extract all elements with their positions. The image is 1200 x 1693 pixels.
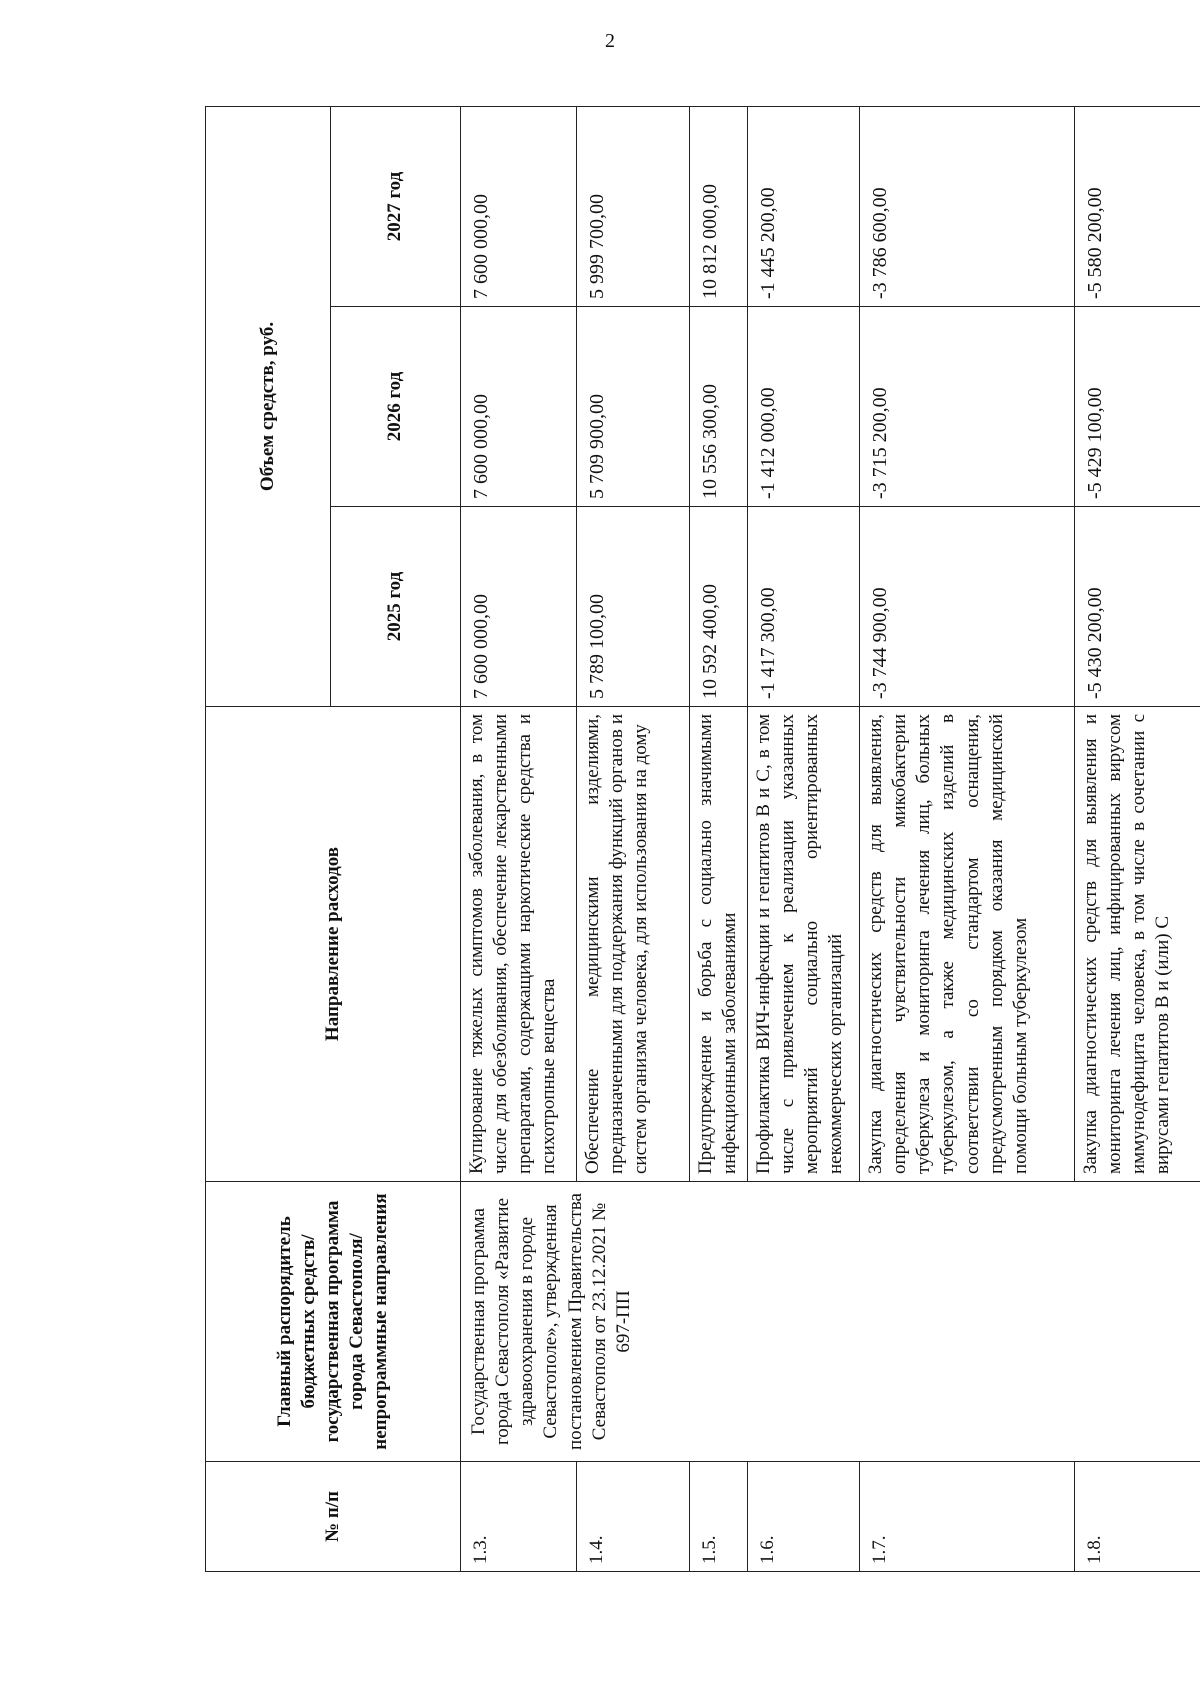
header-num: № п/п (206, 1462, 461, 1572)
row-value-2027: 7 600 000,00 (461, 106, 577, 306)
row-num: 1.4. (577, 1462, 690, 1572)
row-value-2027: -1 445 200,00 (748, 106, 860, 306)
row-direction: Закупка диагностических средств для выявления, определения чувствительности микобактерии туберкулеза и мониторинга лечения лиц, больных туберкулезом, а также медицинских изделий в соответствии со стандартом оснащения, предусмотренным порядком оказания медицинской помощи больным туберкулезом (860, 707, 1075, 1182)
header-2027: 2027 год (331, 106, 461, 306)
row-value-2026: -5 429 100,00 (1075, 307, 1200, 507)
row-direction: Предупреждение и борьба с социально значимыми инфекционными заболеваниями (690, 707, 748, 1182)
page-number: 2 (605, 30, 615, 52)
row-value-2025: 7 600 000,00 (461, 507, 577, 707)
header-2026: 2026 год (331, 307, 461, 507)
row-value-2025: -3 744 900,00 (860, 507, 1075, 707)
table-row (461, 106, 577, 1571)
row-num: 1.3. (461, 1462, 577, 1572)
rotated-table-container (205, 107, 1174, 1572)
row-direction: Профилактика ВИЧ-инфекции и гепатитов В и С, в том числе с привлечением к реализации указанных мероприятий социально ориентированных некоммерческих организаций (748, 707, 860, 1182)
row-value-2025: 5 789 100,00 (577, 507, 690, 707)
row-value-2026: -3 715 200,00 (860, 307, 1075, 507)
row-direction: Купирование тяжелых симптомов заболевания, в том числе для обезболивания, обеспечение лекарственными препаратами, содержащими наркотические средства и психотропные вещества (461, 707, 577, 1182)
row-value-2027: -5 580 200,00 (1075, 106, 1200, 306)
row-direction: Закупка диагностических средств для выявления и мониторинга лечения лиц, инфицированных вирусом иммунодефицита человека, в том числе в сочетании с вирусами гепатитов В и (или) С (1075, 707, 1200, 1182)
row-num: 1.7. (860, 1462, 1075, 1572)
header-direction: Направление расходов (206, 707, 461, 1182)
row-value-2027: 10 812 000,00 (690, 106, 748, 306)
header-volume: Объем средств, руб. (206, 106, 331, 706)
program-name: Государственная программа города Севастополя «Развитие здравоохранения в городе Севастополе», утвержденная постановлением Правительства Севастополя от 23.12.2021 № 697-ПП (461, 1182, 1200, 1462)
row-value-2026: 10 556 300,00 (690, 307, 748, 507)
row-value-2026: 7 600 000,00 (461, 307, 577, 507)
header-2025: 2025 год (331, 507, 461, 707)
header-row (206, 106, 331, 1571)
row-value-2027: -3 786 600,00 (860, 106, 1075, 306)
row-value-2025: 10 592 400,00 (690, 507, 748, 707)
row-direction: Обеспечение медицинскими изделиями, предназначенными для поддержания функций органов и систем организма человека, для использования на дому (577, 707, 690, 1182)
row-value-2025: -1 417 300,00 (748, 507, 860, 707)
row-num: 1.6. (748, 1462, 860, 1572)
header-owner: Главный распорядитель бюджетных средств/государственная программа города Севастополя/непрограммные направления (206, 1182, 461, 1462)
row-num: 1.5. (690, 1462, 748, 1572)
row-num: 1.8. (1075, 1462, 1200, 1572)
expenses-table (205, 106, 1200, 1572)
row-value-2025: -5 430 200,00 (1075, 507, 1200, 707)
row-value-2026: 5 709 900,00 (577, 307, 690, 507)
row-value-2027: 5 999 700,00 (577, 106, 690, 306)
row-value-2026: -1 412 000,00 (748, 307, 860, 507)
